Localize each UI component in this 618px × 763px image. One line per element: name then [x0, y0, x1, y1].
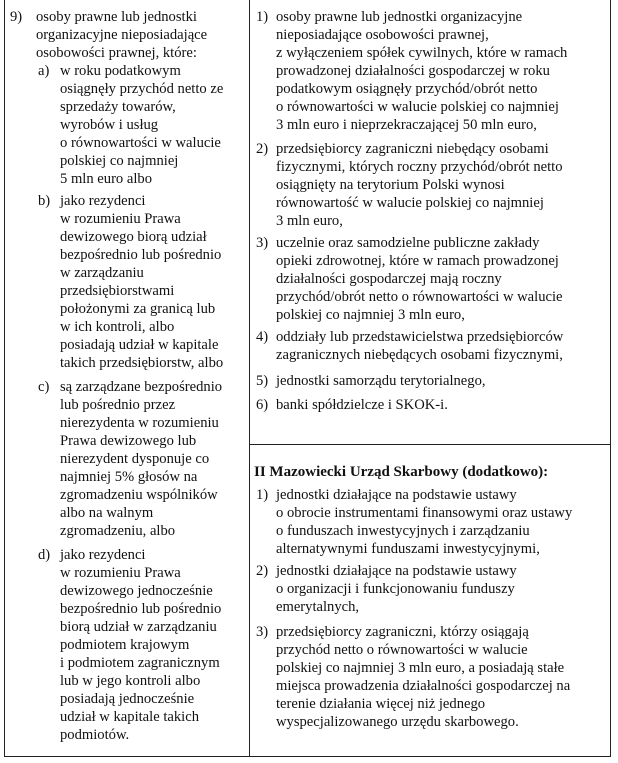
column-divider [249, 0, 250, 757]
text-line: przedsiębiorcy zagraniczni, którzy osiągają [276, 624, 529, 640]
text-line: w rozumieniu Prawa [60, 211, 181, 227]
text-line: organizacyjne nieposiadające [36, 27, 208, 43]
right-item-2-number: 2) [256, 141, 269, 157]
text-line: podatkowym osiągnęły przychód/obrót netto [276, 81, 538, 97]
text-line: emerytalnych, [276, 599, 360, 615]
right-item-4-number: 4) [256, 329, 269, 345]
text-line: jako rezydenci [60, 547, 146, 563]
text-line: polskiej co najmniej 3 mln euro, [276, 307, 465, 323]
subitem-c-text [60, 378, 222, 540]
text-line: z wyłączeniem spółek cywilnych, które w ramach [276, 45, 568, 61]
text-line: osiągnęły przychód netto ze [60, 81, 224, 97]
text-line: nierezydent dysponuje co [60, 451, 210, 467]
text-line: przychód netto o równowartości w walucie [276, 642, 528, 658]
text-line: podmiotem krajowym [60, 637, 190, 653]
text-line: najmniej 5% głosów na [60, 469, 198, 485]
text-line: w ich kontroli, albo [60, 319, 175, 335]
text-line: w rozumieniu Prawa [60, 565, 181, 581]
text-line: osoby prawne lub jednostki organizacyjne [276, 9, 523, 25]
subitem-d-text [60, 546, 221, 744]
text-line: jednostki działające na podstawie ustawy [276, 563, 517, 579]
text-line: przedsiębiorcy zagraniczni niebędący osobami [276, 141, 549, 157]
subitem-b-letter: b) [38, 193, 51, 209]
right-item-6-number: 6) [256, 397, 269, 413]
text-line: o funduszach inwestycyjnych i zarządzaniu [276, 523, 530, 539]
text-line: zagranicznych niebędących osobami fizycznymi, [276, 347, 563, 363]
section-heading: II Mazowiecki Urząd Skarbowy (dodatkowo): [254, 464, 549, 480]
bottom-item-1-text [276, 486, 572, 558]
text-line: Prawa dewizowego lub [60, 433, 197, 449]
text-line: oddziały lub przedstawicielstwa przedsiębiorców [276, 329, 564, 345]
text-line: w zarządzaniu [60, 265, 144, 281]
item-9-number: 9) [10, 9, 23, 25]
text-line: prowadzonej działalności gospodarczej w roku [276, 63, 550, 79]
text-line: wyspecjalizowanego urzędu skarbowego. [276, 714, 519, 730]
text-line: miejsca prowadzenia działalności gospodarczej na [276, 678, 571, 694]
right-item-1-text [276, 8, 567, 134]
text-line: jednostki działające na podstawie ustawy [276, 487, 517, 503]
text-line: są zarządzane bezpośrednio [60, 379, 223, 395]
text-line: o równowartości w walucie polskiej co najmniej [276, 99, 559, 115]
text-line: osobowości prawnej, które: [36, 45, 197, 61]
right-item-3-text [276, 234, 563, 324]
text-line: opieki zdrowotnej, które w ramach prowadzonej [276, 253, 559, 269]
right-cell-divider [249, 444, 611, 445]
text-line: jako rezydenci [60, 193, 146, 209]
bottom-item-1-number: 1) [256, 487, 269, 503]
text-line: o obrocie instrumentami finansowymi oraz ustawy [276, 505, 573, 521]
text-line: posiadają jednocześnie [60, 691, 195, 707]
text-line: lub pośrednio przez [60, 397, 176, 413]
text-line: terenie działania więcej niż jednego [276, 696, 486, 712]
text-line: podmiotów. [60, 727, 130, 743]
table-border-bottom [4, 756, 611, 757]
text-line: 3 mln euro i nieprzekraczającej 50 mln euro, [276, 117, 537, 133]
text-line: w roku podatkowym [60, 63, 181, 79]
text-line: osoby prawne lub jednostki [36, 9, 197, 25]
text-line: zgromadzeniu wspólników [60, 487, 218, 503]
text-line: równowartość w walucie polskiej co najmniej [276, 195, 544, 211]
right-item-2-text [276, 140, 563, 230]
text-line: takich przedsiębiorstw, albo [60, 355, 224, 371]
right-item-4-text [276, 328, 563, 364]
right-item-3-number: 3) [256, 235, 269, 251]
text-line: zgromadzeniu, albo [60, 523, 176, 539]
text-line: wyrobów i usług [60, 117, 159, 133]
subitem-d-letter: d) [38, 547, 51, 563]
text-line: osiągnięty na terytorium Polski wynosi [276, 177, 505, 193]
subitem-b-text [60, 192, 223, 372]
right-item-6-text: banki spółdzielcze i SKOK-i. [276, 397, 448, 413]
text-line: i podmiotem zagranicznym [60, 655, 220, 671]
item-9-text [36, 8, 207, 62]
text-line: przedsiębiorstwami [60, 283, 175, 299]
text-line: o równowartości w walucie [60, 135, 221, 151]
text-line: działalności gospodarczej mają roczny [276, 271, 502, 287]
text-line: sprzedaży towarów, [60, 99, 176, 115]
text-line: 3 mln euro, [276, 213, 343, 229]
text-line: uczelnie oraz samodzielne publiczne zakłady [276, 235, 540, 251]
text-line: 5 mln euro albo [60, 171, 153, 187]
right-item-1-number: 1) [256, 9, 269, 25]
text-line: położonymi za granicą lub [60, 301, 216, 317]
subitem-a-letter: a) [38, 63, 50, 79]
text-line: albo na walnym [60, 505, 154, 521]
text-line: posiadają udział w kapitale [60, 337, 219, 353]
text-line: polskiej co najmniej [60, 153, 179, 169]
subitem-c-letter: c) [38, 379, 50, 395]
text-line: o organizacji i funkcjonowaniu funduszy [276, 581, 515, 597]
text-line: biorą udział w zarządzaniu [60, 619, 217, 635]
bottom-item-3-number: 3) [256, 624, 269, 640]
text-line: lub w jego kontroli albo [60, 673, 201, 689]
table-border-right [610, 0, 611, 757]
text-line: nierezydenta w rozumieniu [60, 415, 219, 431]
text-line: alternatywnymi funduszami inwestycyjnymi, [276, 541, 540, 557]
text-line: udział w kapitale takich [60, 709, 199, 725]
subitem-a-text [60, 62, 223, 188]
bottom-item-2-text [276, 562, 517, 616]
bottom-item-3-text [276, 623, 570, 731]
text-line: polskiej co najmniej 3 mln euro, a posiadają stałe [276, 660, 565, 676]
text-line: dewizowego jednocześnie [60, 583, 213, 599]
bottom-item-2-number: 2) [256, 563, 269, 579]
text-line: dewizowego biorą udział [60, 229, 207, 245]
text-line: bezpośrednio lub pośrednio [60, 247, 222, 263]
table-border-left [4, 0, 5, 757]
right-item-5-number: 5) [256, 373, 269, 389]
text-line: fizycznymi, których roczny przychód/obrót netto [276, 159, 563, 175]
text-line: przychód/obrót netto o równowartości w walucie [276, 289, 563, 305]
right-item-5-text: jednostki samorządu terytorialnego, [276, 373, 486, 389]
text-line: bezpośrednio lub pośrednio [60, 601, 222, 617]
text-line: nieposiadające osobowości prawnej, [276, 27, 489, 43]
